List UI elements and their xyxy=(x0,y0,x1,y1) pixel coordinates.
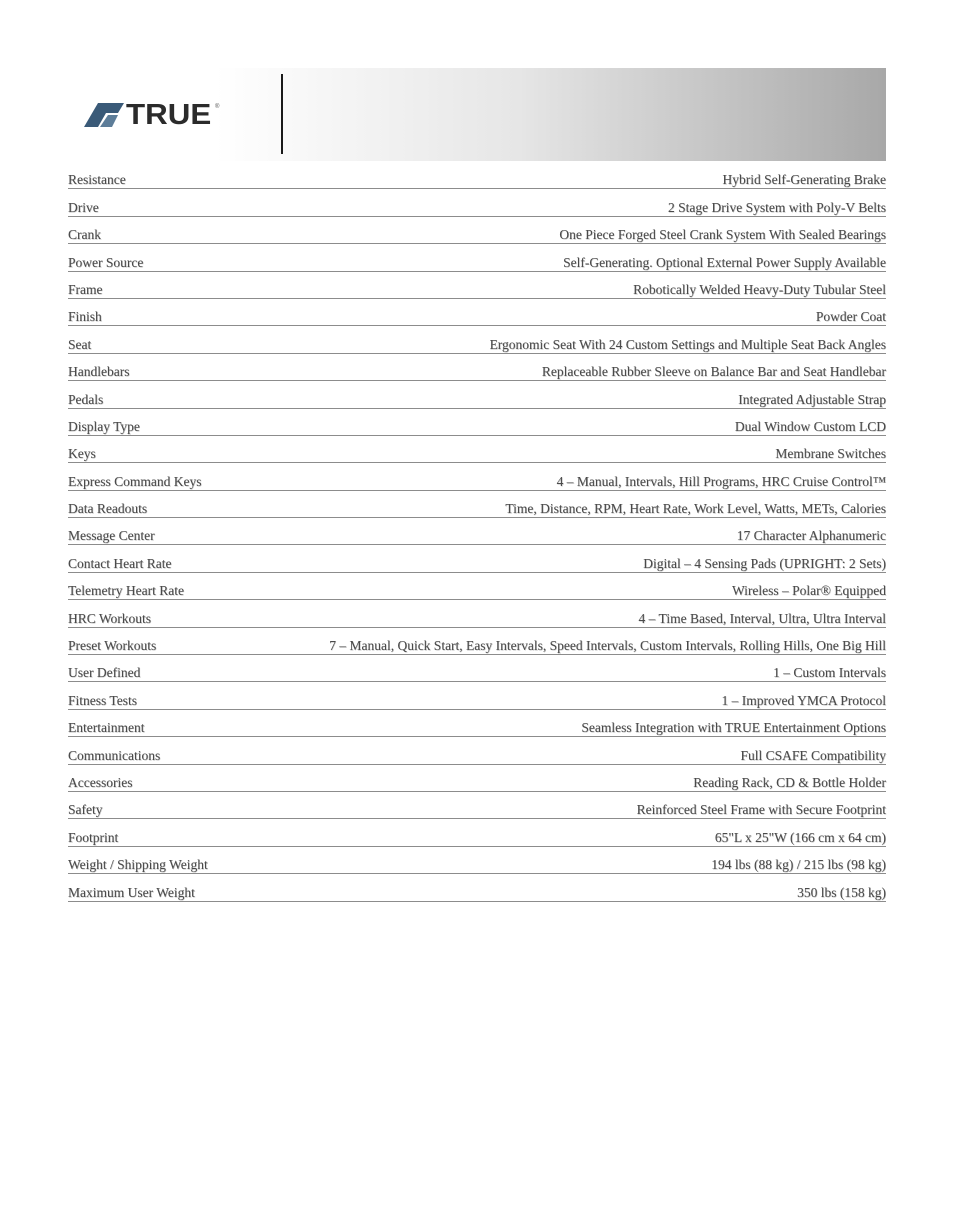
spec-value: 17 Character Alphanumeric xyxy=(736,528,886,544)
spec-value: Reinforced Steel Frame with Secure Footprint xyxy=(636,802,886,818)
spec-value: 65"L x 25"W (166 cm x 64 cm) xyxy=(714,829,886,845)
spec-label: HRC Workouts xyxy=(68,610,152,626)
spec-row xyxy=(68,354,886,381)
spec-row xyxy=(68,710,886,737)
spec-label: Drive xyxy=(68,199,99,215)
spec-row xyxy=(68,819,886,846)
spec-row xyxy=(68,272,886,299)
spec-row xyxy=(68,409,886,436)
spec-value: 194 lbs (88 kg) / 215 lbs (98 kg) xyxy=(711,857,886,873)
spec-row xyxy=(68,244,886,271)
spec-label: Accessories xyxy=(68,774,133,790)
spec-table xyxy=(68,162,886,902)
spec-value: 1 – Improved YMCA Protocol xyxy=(721,692,886,708)
logo-wordmark: TRUE xyxy=(126,99,212,131)
spec-value: Self-Generating. Optional External Power Supply Available xyxy=(563,254,886,270)
spec-value: 350 lbs (158 kg) xyxy=(797,884,886,900)
spec-label: Contact Heart Rate xyxy=(68,555,172,571)
spec-row xyxy=(68,792,886,819)
spec-label: Fitness Tests xyxy=(68,692,137,708)
spec-value: Time, Distance, RPM, Heart Rate, Work Level, Watts, METs, Calories xyxy=(505,501,886,517)
spec-row xyxy=(68,600,886,627)
header-divider xyxy=(281,74,283,154)
spec-row xyxy=(68,573,886,600)
spec-value: Replaceable Rubber Sleeve on Balance Bar and Seat Handlebar xyxy=(541,364,886,380)
spec-label: Safety xyxy=(68,802,103,818)
spec-row xyxy=(68,765,886,792)
spec-label: Footprint xyxy=(68,829,119,845)
spec-row xyxy=(68,491,886,518)
spec-value: Digital – 4 Sensing Pads (UPRIGHT: 2 Sets) xyxy=(643,555,886,571)
spec-label: Telemetry Heart Rate xyxy=(68,583,184,599)
spec-label: Handlebars xyxy=(68,364,130,380)
spec-row xyxy=(68,847,886,874)
spec-label: Maximum User Weight xyxy=(68,884,195,900)
spec-row xyxy=(68,217,886,244)
spec-row xyxy=(68,874,886,901)
spec-value: Hybrid Self-Generating Brake xyxy=(722,172,886,188)
spec-row xyxy=(68,518,886,545)
spec-label: Power Source xyxy=(68,254,144,270)
spec-row xyxy=(68,463,886,490)
spec-value: Full CSAFE Compatibility xyxy=(740,747,886,763)
spec-row xyxy=(68,162,886,189)
spec-label: Communications xyxy=(68,747,161,763)
spec-label: Preset Workouts xyxy=(68,638,157,654)
spec-value: One Piece Forged Steel Crank System With Sealed Bearings xyxy=(559,227,886,243)
true-logo xyxy=(84,99,220,131)
spec-label: User Defined xyxy=(68,665,141,681)
spec-label: Keys xyxy=(68,446,96,462)
spec-value: 1 – Custom Intervals xyxy=(773,665,886,681)
spec-label: Pedals xyxy=(68,391,104,407)
spec-row xyxy=(68,381,886,408)
spec-value: 4 – Time Based, Interval, Ultra, Ultra Interval xyxy=(638,610,886,626)
spec-label: Weight / Shipping Weight xyxy=(68,857,208,873)
spec-row xyxy=(68,737,886,764)
spec-label: Frame xyxy=(68,281,103,297)
spec-row xyxy=(68,436,886,463)
spec-label: Message Center xyxy=(68,528,155,544)
spec-value: 4 – Manual, Intervals, Hill Programs, HRC Cruise Control™ xyxy=(556,473,886,489)
spec-label: Finish xyxy=(68,309,102,325)
spec-label: Display Type xyxy=(68,418,140,434)
spec-row xyxy=(68,655,886,682)
spec-value: 7 – Manual, Quick Start, Easy Intervals, Speed Intervals, Custom Intervals, Rolling Hills, One Big Hill xyxy=(329,638,886,654)
spec-label: Express Command Keys xyxy=(68,473,202,489)
true-logo-mark-icon xyxy=(84,103,124,127)
spec-row xyxy=(68,682,886,709)
spec-label: Data Readouts xyxy=(68,501,148,517)
logo-trademark: ® xyxy=(214,104,220,110)
spec-value: 2 Stage Drive System with Poly-V Belts xyxy=(668,199,886,215)
spec-value: Wireless – Polar® Equipped xyxy=(731,583,886,599)
spec-row xyxy=(68,628,886,655)
spec-value: Ergonomic Seat With 24 Custom Settings and Multiple Seat Back Angles xyxy=(489,336,886,352)
spec-value: Seamless Integration with TRUE Entertainment Options xyxy=(581,720,886,736)
spec-row xyxy=(68,189,886,216)
spec-label: Seat xyxy=(68,336,92,352)
spec-value: Integrated Adjustable Strap xyxy=(738,391,886,407)
spec-label: Resistance xyxy=(68,172,126,188)
spec-value: Reading Rack, CD & Bottle Holder xyxy=(693,774,886,790)
spec-value: Dual Window Custom LCD xyxy=(734,418,886,434)
spec-row xyxy=(68,545,886,572)
spec-label: Crank xyxy=(68,227,101,243)
spec-label: Entertainment xyxy=(68,720,145,736)
spec-value: Membrane Switches xyxy=(775,446,886,462)
spec-row xyxy=(68,326,886,353)
spec-value: Powder Coat xyxy=(815,309,886,325)
spec-row xyxy=(68,299,886,326)
spec-value: Robotically Welded Heavy-Duty Tubular Steel xyxy=(633,281,886,297)
